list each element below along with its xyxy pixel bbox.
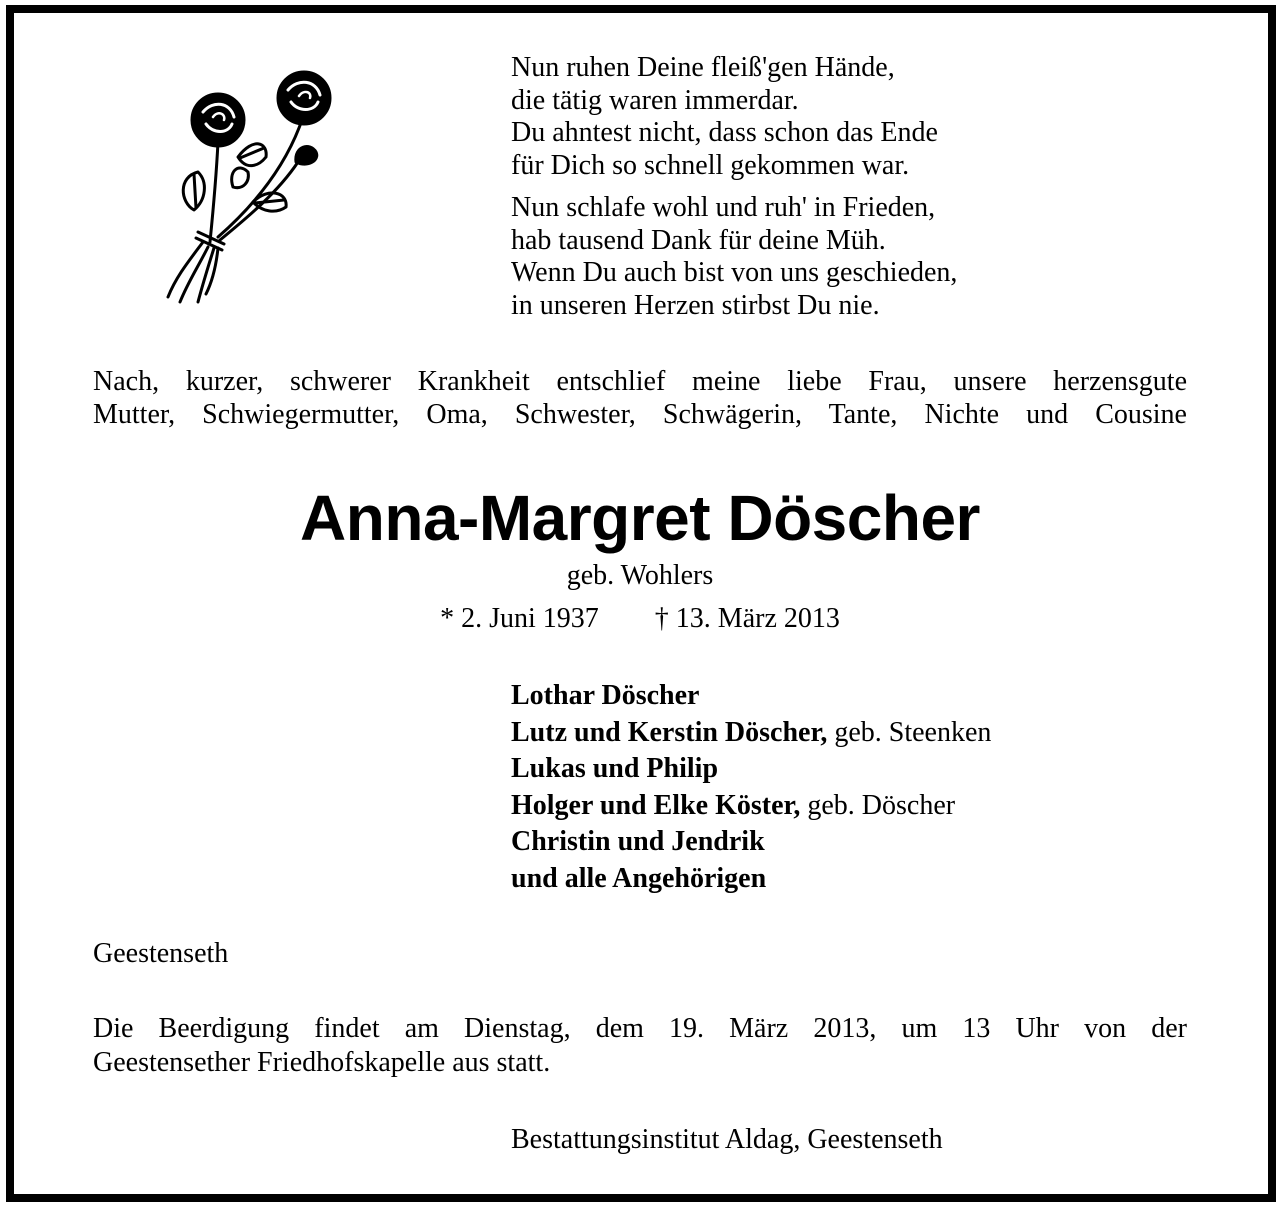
mourner-names: Holger und Elke Köster,: [511, 789, 801, 821]
mourner-names: Lothar Döscher: [511, 680, 700, 711]
mourner-entry: [511, 861, 991, 898]
mourner-entry: [511, 678, 991, 715]
funeral-line: Geestensether Friedhofskapelle aus statt.: [93, 1047, 551, 1078]
intro-text: [93, 366, 1187, 431]
poem-stanza-1: [511, 52, 957, 182]
funeral-notice: [93, 1012, 1187, 1080]
poem-line: Du ahntest nicht, dass schon das Ende: [511, 117, 938, 148]
intro-line: Nach, kurzer, schwerer Krankheit entschlief meine liebe Frau, unsere herzensgute: [93, 366, 1187, 397]
poem-line: Wenn Du auch bist von uns geschieden,: [511, 257, 958, 288]
mourner-entry: [511, 751, 991, 788]
birth-date: * 2. Juni 1937: [440, 603, 599, 634]
mourner-entry: [511, 824, 991, 861]
rose-bouquet-icon: [158, 62, 348, 312]
poem-line: die tätig waren immerdar.: [511, 84, 799, 116]
poem-line: Nun schlafe wohl und ruh' in Frieden,: [511, 192, 936, 223]
life-dates: [0, 602, 1280, 636]
poem-stanza-2: [511, 192, 957, 322]
mourner-names: Lutz und Kerstin Döscher,: [511, 716, 828, 748]
deceased-name: Anna-Margret Döscher: [300, 482, 980, 554]
mourner-note: geb. Steenken: [827, 716, 992, 748]
intro-line: Mutter, Schwiegermutter, Oma, Schwester, Schwägerin, Tante, Nichte und Cousine: [93, 398, 1187, 430]
undertaker-name: Bestattungsinstitut Aldag, Geestenseth: [511, 1124, 943, 1155]
poem-line: in unseren Herzen stirbst Du nie.: [511, 289, 880, 321]
mourner-names: und alle Angehörigen: [511, 862, 767, 894]
poem-line: hab tausend Dank für deine Müh.: [511, 224, 886, 256]
place-name: Geestenseth: [93, 938, 229, 969]
poem: [511, 52, 957, 322]
mourner-entry: [511, 715, 991, 752]
funeral-line: Die Beerdigung findet am Dienstag, dem 19. März 2013, um 13 Uhr von der: [93, 1013, 1187, 1044]
mourner-names: Lukas und Philip: [511, 753, 719, 784]
mourner-entry: [511, 788, 991, 825]
poem-line: Nun ruhen Deine fleiß'gen Hände,: [511, 52, 895, 83]
mourners-list: [511, 678, 991, 897]
death-date: † 13. März 2013: [654, 603, 840, 634]
mourner-note: geb. Döscher: [800, 789, 956, 821]
poem-line: für Dich so schnell gekommen war.: [511, 149, 910, 181]
mourner-names: Christin und Jendrik: [511, 826, 765, 857]
maiden-name: geb. Wohlers: [566, 560, 714, 591]
